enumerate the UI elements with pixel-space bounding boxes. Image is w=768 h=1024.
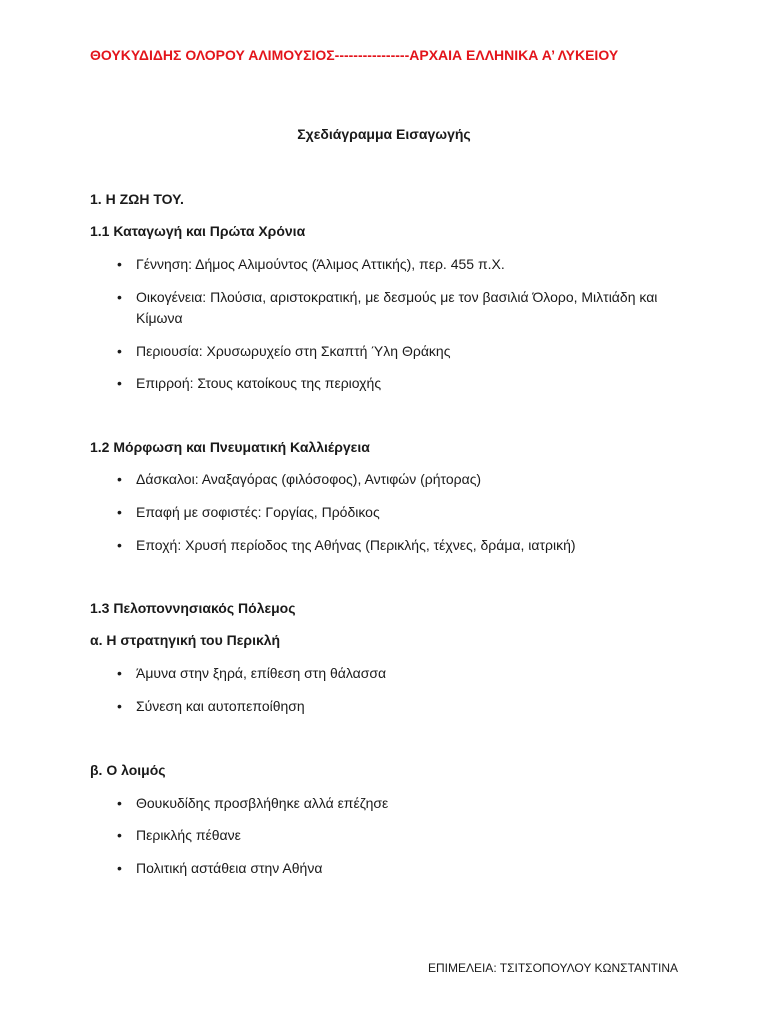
section-heading-origin: 1.1 Καταγωγή και Πρώτα Χρόνια (90, 223, 306, 239)
list-item-text: Πολιτική αστάθεια στην Αθήνα (136, 860, 323, 876)
list-item (117, 287, 677, 329)
bullet-icon: • (117, 827, 122, 843)
list-item (117, 535, 677, 556)
list-item (117, 502, 677, 523)
subsection-heading-strategy: α. Η στρατηγική του Περικλή (90, 632, 281, 648)
list-item-text: Γέννηση: Δήμος Αλιμούντος (Άλιμος Αττικής), περ. 455 π.Χ. (136, 256, 505, 272)
bullet-icon: • (117, 665, 122, 681)
page-footer: ΕΠΙΜΕΛΕΙΑ: ΤΣΙΤΣΟΠΟΥΛΟΥ ΚΩΝΣΤΑΝΤΙΝΑ (427, 961, 678, 975)
bullet-icon: • (117, 795, 122, 811)
list-item (117, 793, 677, 814)
document-title: Σχεδιάγραμμα Εισαγωγής (297, 126, 471, 142)
section-heading-education: 1.2 Μόρφωση και Πνευματική Καλλιέργεια (90, 439, 370, 455)
list-item-text: Δάσκαλοι: Αναξαγόρας (φιλόσοφος), Αντιφών (ρήτορας) (136, 471, 482, 487)
bullet-icon: • (117, 537, 122, 553)
list-item (117, 696, 677, 717)
bullet-icon: • (117, 860, 122, 876)
list-item-text: Οικογένεια: Πλούσια, αριστοκρατική, με δεσμούς με τον βασιλιά Όλορο, Μιλτιάδη και Κίμωνα (136, 289, 658, 326)
section-heading-life: 1. Η ΖΩΗ ΤΟΥ. (90, 191, 184, 207)
list-item (117, 858, 677, 879)
list-item (117, 663, 677, 684)
list-item-text: Σύνεση και αυτοπεποίθηση (136, 698, 305, 714)
list-item (117, 469, 677, 490)
bullet-icon: • (117, 289, 122, 305)
list-item (117, 341, 677, 362)
page-header: ΘΟΥΚΥΔΙΔΗΣ ΟΛΟΡΟΥ ΑΛΙΜΟΥΣΙΟΣ----------------ΑΡΧΑΙΑ ΕΛΛΗΝΙΚΑ Α’ ΛΥΚΕΙΟΥ (90, 47, 619, 63)
list-item-text: Θουκυδίδης προσβλήθηκε αλλά επέζησε (136, 795, 389, 811)
list-item-text: Επαφή με σοφιστές: Γοργίας, Πρόδικος (136, 504, 380, 520)
list-item-text: Άμυνα στην ξηρά, επίθεση στη θάλασσα (136, 665, 387, 681)
list-item-text: Περιουσία: Χρυσωρυχείο στη Σκαπτή Ύλη Θράκης (136, 343, 451, 359)
bullet-icon: • (117, 504, 122, 520)
section-heading-war: 1.3 Πελοποννησιακός Πόλεμος (90, 600, 296, 616)
bullet-icon: • (117, 343, 122, 359)
bullet-icon: • (117, 256, 122, 272)
subsection-heading-plague: β. Ο λοιμός (90, 762, 166, 778)
list-item (117, 373, 677, 394)
bullet-icon: • (117, 471, 122, 487)
list-item-text: Περικλής πέθανε (136, 827, 241, 843)
list-item (117, 825, 677, 846)
list-item (117, 254, 677, 275)
list-item-text: Εποχή: Χρυσή περίοδος της Αθήνας (Περικλής, τέχνες, δράμα, ιατρική) (136, 537, 576, 553)
list-item-text: Επιρροή: Στους κατοίκους της περιοχής (136, 375, 382, 391)
bullet-icon: • (117, 375, 122, 391)
bullet-icon: • (117, 698, 122, 714)
